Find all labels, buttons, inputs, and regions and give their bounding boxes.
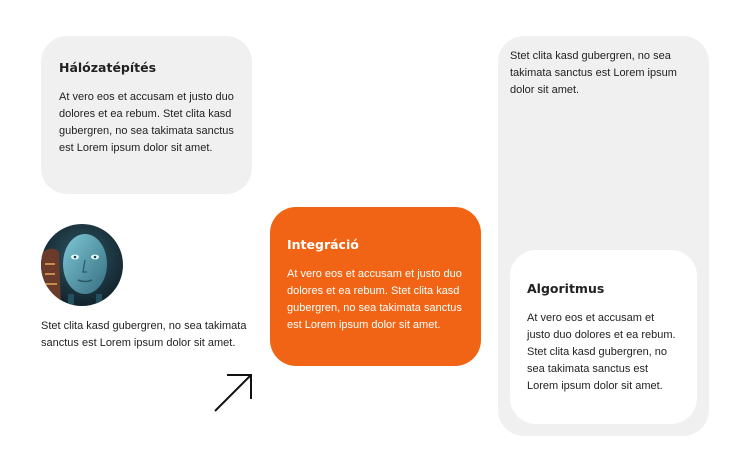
card-title: Hálózatépítés (59, 60, 157, 75)
arrow-up-right-icon[interactable] (213, 373, 253, 413)
card-text: At vero eos et accusam et justo duo dolores et ea rebum. Stet clita kasd gubergren, no sea takimata sanctus est Lorem ipsum dolor sit amet. (527, 312, 676, 392)
card-text: Stet clita kasd gubergren, no sea takimata sanctus est Lorem ipsum dolor sit amet. (510, 50, 677, 96)
card-title: Integráció (287, 237, 359, 252)
card-text: At vero eos et accusam et justo duo dolores et ea rebum. Stet clita kasd gubergren, no sea takimata sanctus est Lorem ipsum dolor sit amet. (287, 268, 462, 331)
card-halozatepites (41, 36, 252, 194)
robot-face-image (41, 224, 123, 306)
robot-portrait-image (41, 224, 123, 306)
card-text: At vero eos et accusam et justo duo dolores et ea rebum. Stet clita kasd gubergren, no sea takimata sanctus est Lorem ipsum dolor sit amet. (59, 91, 234, 154)
card-title: Algoritmus (527, 281, 605, 296)
card-integracio (270, 207, 481, 366)
profile-caption: Stet clita kasd gubergren, no sea takimata sanctus est Lorem ipsum dolor sit amet. (41, 320, 247, 349)
card-algoritmus (510, 250, 697, 424)
